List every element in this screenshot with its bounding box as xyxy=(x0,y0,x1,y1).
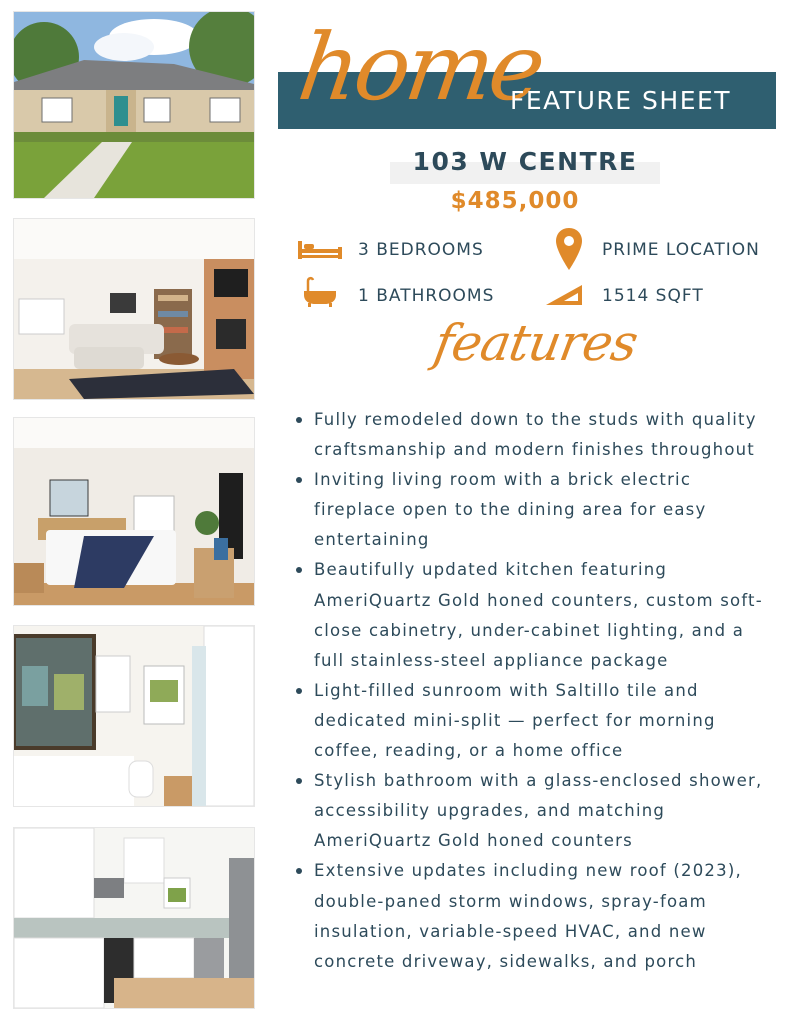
feature-item: Beautifully updated kitchen featuring AmeriQuartz Gold honed counters, custom soft-close cabinetry, under-cabinet lighting, and a full stainless-steel appliance package xyxy=(296,555,766,675)
bedrooms-count: 3 BEDROOMS xyxy=(358,240,484,260)
property-address: 103 W CENTRE xyxy=(412,147,638,176)
bed-icon xyxy=(298,239,342,261)
features-list xyxy=(296,405,766,977)
kitchen-photo xyxy=(14,828,254,1008)
location-pin-icon xyxy=(556,228,582,270)
bedroom-photo xyxy=(14,418,254,605)
feature-item: Inviting living room with a brick electric fireplace open to the dining area for easy entertaining xyxy=(296,465,766,555)
feature-item: Light-filled sunroom with Saltillo tile and dedicated mini-split — perfect for morning coffee, reading, or a home office xyxy=(296,676,766,766)
exterior-photo xyxy=(14,12,254,198)
bathrooms-count: 1 BATHROOMS xyxy=(358,286,495,306)
home-script-heading: home xyxy=(292,14,548,121)
location-label: PRIME LOCATION xyxy=(602,240,760,260)
feature-item: Stylish bathroom with a glass-enclosed shower, accessibility upgrades, and matching AmeriQuartz Gold honed counters xyxy=(296,766,766,856)
feature-item: Extensive updates including new roof (2023), double-paned storm windows, spray-foam insulation, variable-speed HVAC, and new concrete driveway, sidewalks, and porch xyxy=(296,856,766,976)
bathroom-photo xyxy=(14,626,254,806)
feature-sheet-title: FEATURE SHEET xyxy=(510,86,732,115)
features-script-heading: features xyxy=(429,314,642,372)
property-price: $485,000 xyxy=(450,188,580,214)
bathtub-icon xyxy=(303,276,337,308)
triangle-ruler-icon xyxy=(546,285,582,305)
feature-item: Fully remodeled down to the studs with quality craftsmanship and modern finishes throughout xyxy=(296,405,766,465)
square-footage: 1514 SQFT xyxy=(602,286,704,306)
living-room-photo xyxy=(14,219,254,399)
